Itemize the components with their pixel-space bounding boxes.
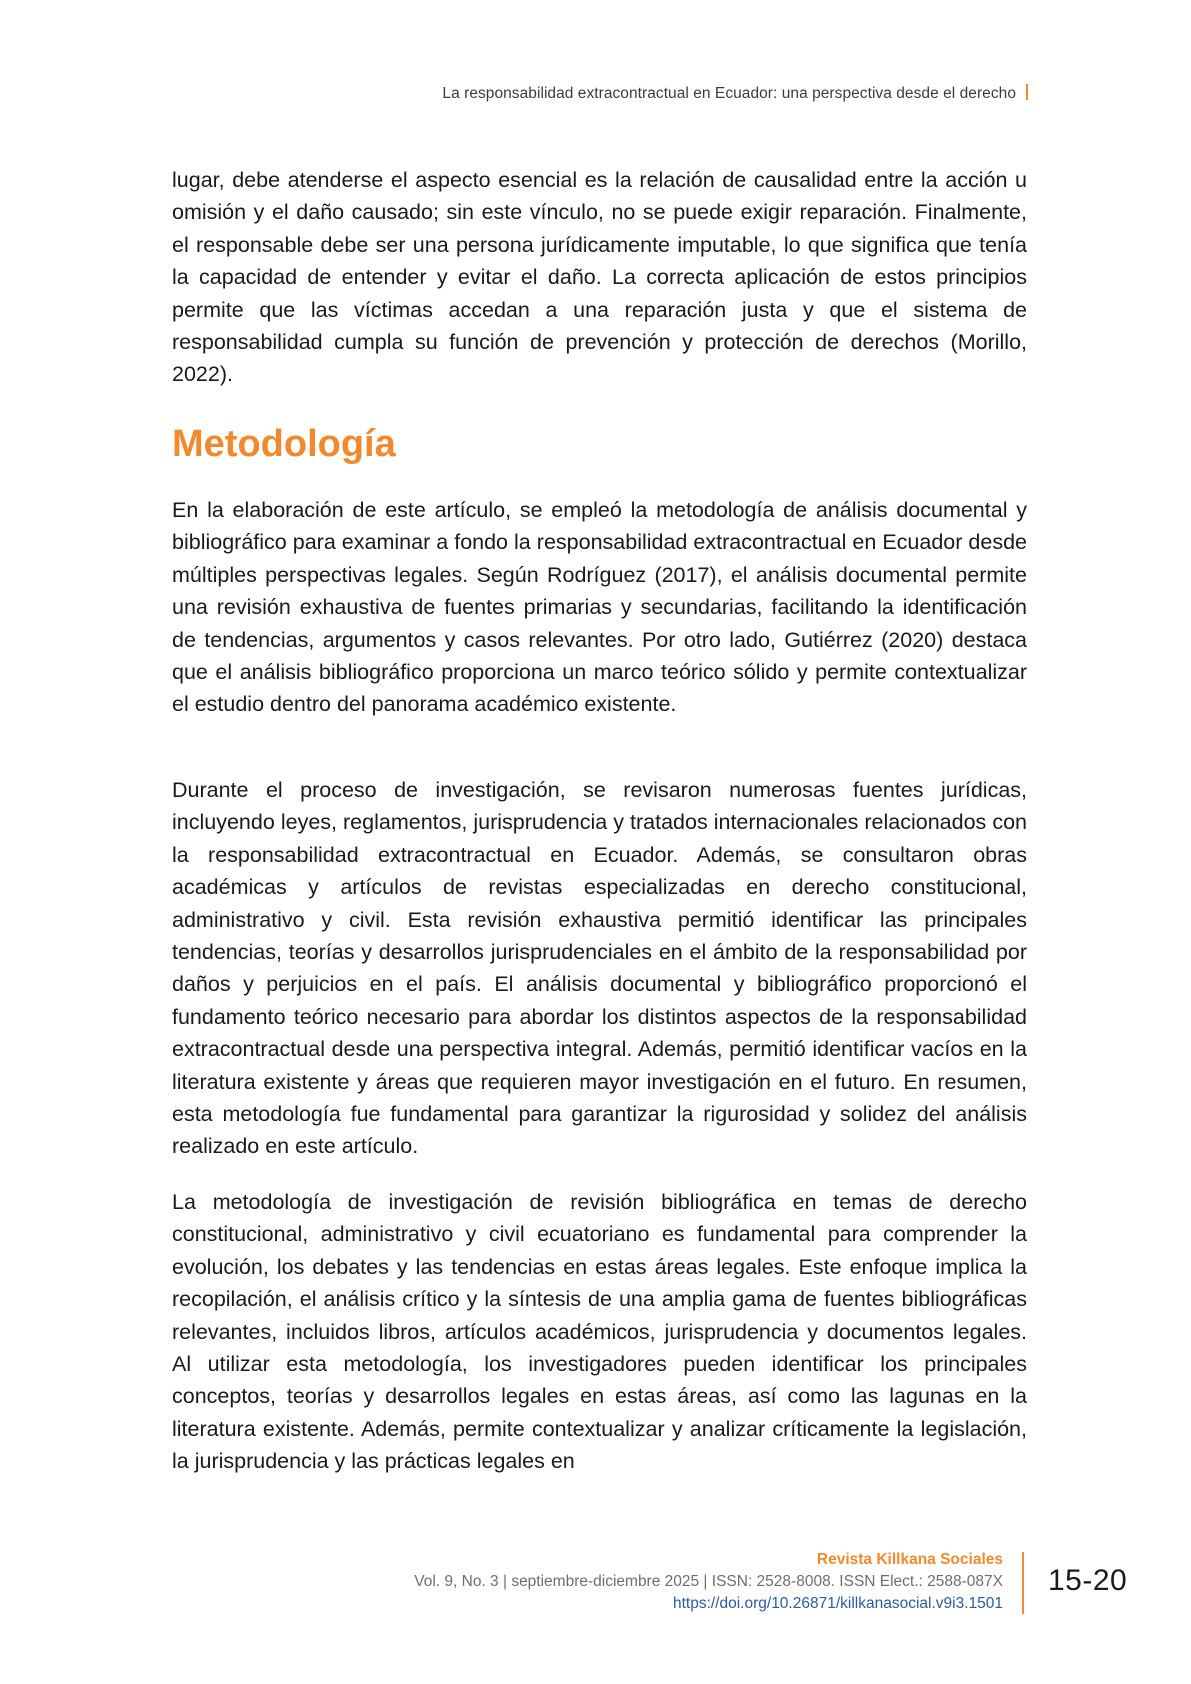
page-footer xyxy=(414,1549,1003,1615)
paragraph-4 xyxy=(172,1186,1027,1478)
issue-info: Vol. 9, No. 3 | septiembre-diciembre 2025 | ISSN: 2528-8008. ISSN Elect.: 2588-087X xyxy=(414,1573,1003,1590)
running-title: La responsabilidad extracontractual en Ecuador: una perspectiva desde el derecho xyxy=(442,85,1016,102)
paragraph-text: En la elaboración de este artículo, se empleó la metodología de análisis documental y bibliográfico para examinar a fondo la responsabilidad extracontractual en Ecuador desde múltiples perspectivas legales. Según Rodríguez (2017), el análisis documental permite una revisión exhaustiva de fuentes primarias y secundarias, facilitando la identificación de tendencias, argumentos y casos relevantes. Por otro lado, Gutiérrez (2020) destaca que el análisis bibliográfico proporciona un marco teórico sólido y permite contextualizar el estudio dentro del panorama académico existente. xyxy=(172,498,1027,717)
paragraph-2 xyxy=(172,494,1027,721)
paragraph-3 xyxy=(172,774,1027,1163)
paragraph-text: La metodología de investigación de revisión bibliográfica en temas de derecho constitucional, administrativo y civil ecuatoriano es fundamental para comprender la evolución, los debates y las tendencias en estas áreas legales. Este enfoque implica la recopilación, el análisis crítico y la síntesis de una amplia gama de fuentes bibliográficas relevantes, incluidos libros, artículos académicos, jurisprudencia y documentos legales. Al utilizar esta metodología, los investigadores pueden identificar los principales conceptos, teorías y desarrollos legales en estas áreas, así como las lagunas en la literatura existente. Además, permite contextualizar y analizar críticamente la legislación, la jurisprudencia y las prácticas legales en xyxy=(172,1190,1027,1474)
running-header xyxy=(442,84,1028,103)
header-accent-bar xyxy=(1026,84,1028,100)
paragraph-text: Durante el proceso de investigación, se revisaron numerosas fuentes jurídicas, incluyendo leyes, reglamentos, jurisprudencia y tratados internacionales relacionados con la responsabilidad extracontractual en Ecuador. Además, se consultaron obras académicas y artículos de revistas especializadas en derecho constitucional, administrativo y civil. Esta revisión exhaustiva permitió identificar las principales tendencias, teorías y desarrollos jurisprudenciales en el ámbito de la responsabilidad por daños y perjuicios en el país. El análisis documental y bibliográfico proporcionó el fundamento teórico necesario para abordar los distintos aspectos de la responsabilidad extracontractual desde una perspectiva integral. Además, permitió identificar vacíos en la literatura existente y áreas que requieren mayor investigación en el futuro. En resumen, esta metodología fue fundamental para garantizar la rigurosidad y solidez del análisis realizado en este artículo. xyxy=(172,778,1027,1159)
footer-divider xyxy=(1022,1552,1024,1614)
journal-name: Revista Killkana Sociales xyxy=(816,1551,1003,1568)
paragraph-text: lugar, debe atenderse el aspecto esencial es la relación de causalidad entre la acción u omisión y el daño causado; sin este vínculo, no se puede exigir reparación. Finalmente, el responsable debe ser una persona jurídicamente imputable, lo que significa que tenía la capacidad de entender y evitar el daño. La correcta aplicación de estos principios permite que las víctimas accedan a una reparación justa y que el sistema de responsabilidad cumpla su función de prevención y protección de derechos (Morillo, 2022). xyxy=(172,168,1027,387)
section-heading-metodologia: Metodología xyxy=(172,423,396,465)
doi-link[interactable]: https://doi.org/10.26871/killkanasocial.v9i3.1501 xyxy=(672,1595,1003,1612)
page-number: 15-20 xyxy=(1048,1564,1128,1597)
paragraph-1 xyxy=(172,164,1027,391)
